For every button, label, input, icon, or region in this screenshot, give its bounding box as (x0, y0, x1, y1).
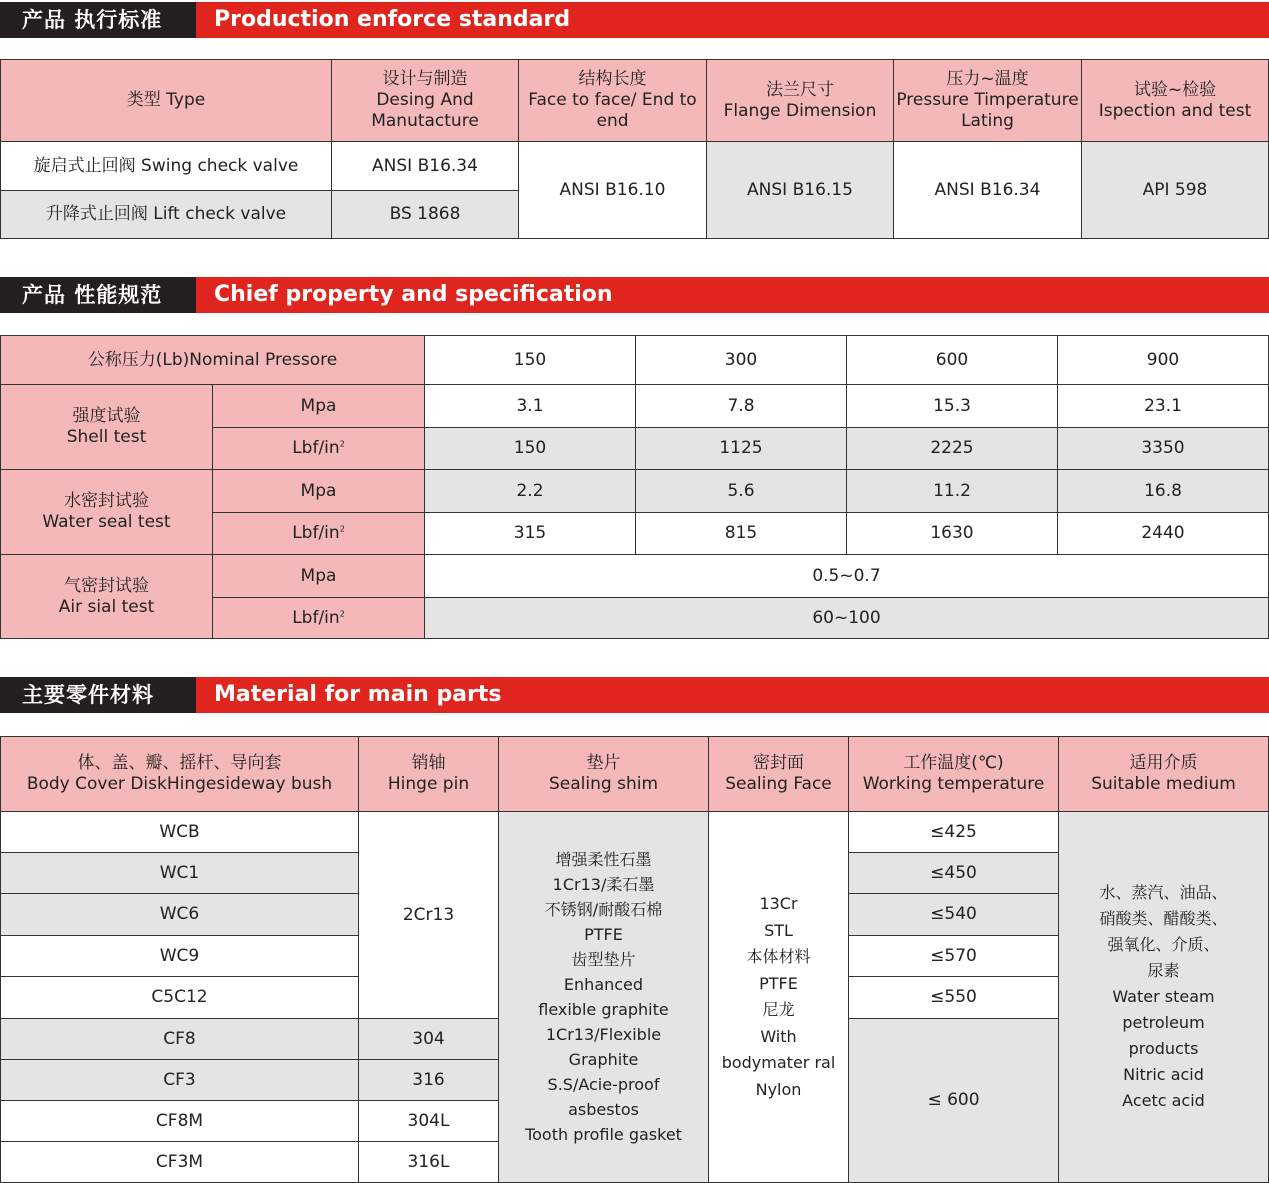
header-pressure-temp: 压力~温度 Pressure Timperature Lating (894, 60, 1082, 142)
unit-mpa: Mpa (213, 385, 425, 428)
header-sealing-face: 密封面 Sealing Face (709, 737, 849, 812)
water-mpa-value: 11.2 (847, 470, 1058, 513)
class-value: 600 (847, 336, 1058, 385)
design-swing: ANSI B16.34 (332, 142, 519, 191)
header-flange: 法兰尺寸 Flange Dimension (707, 60, 894, 142)
shell-lbf-value: 150 (425, 428, 636, 470)
design-lift: BS 1868 (332, 191, 519, 239)
body-material: WC1 (1, 853, 359, 894)
body-material: CF8 (1, 1019, 359, 1060)
hinge-pin-value: 304L (359, 1101, 499, 1142)
section-title-en: Material for main parts (196, 677, 1269, 713)
flange-value: ANSI B16.15 (707, 142, 894, 239)
section-header-material (0, 677, 1269, 713)
shell-lbf-value: 3350 (1058, 428, 1269, 470)
body-material: WCB (1, 812, 359, 853)
water-mpa-value: 2.2 (425, 470, 636, 513)
section-title-en: Chief property and specification (196, 277, 1269, 313)
unit-mpa: Mpa (213, 555, 425, 598)
body-material: WC9 (1, 936, 359, 977)
body-material: CF3 (1, 1060, 359, 1101)
body-material: C5C12 (1, 977, 359, 1019)
section-header-property (0, 277, 1269, 313)
header-hinge-pin: 销轴 Hinge pin (359, 737, 499, 812)
body-material: CF3M (1, 1142, 359, 1183)
header-working-temp: 工作温度(℃) Working temperature (849, 737, 1059, 812)
air-mpa-value: 0.5~0.7 (425, 555, 1269, 598)
water-mpa-value: 16.8 (1058, 470, 1269, 513)
water-seal-label: 水密封试验 Water seal test (1, 470, 213, 555)
class-value: 300 (636, 336, 847, 385)
property-table (0, 335, 1269, 639)
header-sealing-shim: 垫片 Sealing shim (499, 737, 709, 812)
temp-value: ≤570 (849, 936, 1059, 977)
shell-mpa-value: 3.1 (425, 385, 636, 428)
class-value: 150 (425, 336, 636, 385)
shell-lbf-value: 1125 (636, 428, 847, 470)
water-mpa-value: 5.6 (636, 470, 847, 513)
header-type: 类型 Type (1, 60, 332, 142)
body-material: CF8M (1, 1101, 359, 1142)
face-to-face-value: ANSI B16.10 (519, 142, 707, 239)
shell-test-label: 强度试验 Shell test (1, 385, 213, 470)
water-lbf-value: 2440 (1058, 513, 1269, 555)
hinge-pin-value: 316 (359, 1060, 499, 1101)
hinge-pin-value: 304 (359, 1019, 499, 1060)
unit-lbf: Lbf/$in^2$ (213, 513, 425, 555)
temp-value: ≤550 (849, 977, 1059, 1019)
temp-value: ≤450 (849, 853, 1059, 894)
hinge-pin-shared: 2Cr13 (359, 812, 499, 1019)
sealing-shim-list: 增强柔性石墨 1Cr13/柔石墨 不锈钢/耐酸石棉 PTFE 齿型垫片 Enhanced flexible graphite 1Cr13/Flexible Graphite S.S/Acie-proof asbestos Tooth profile gasket (499, 812, 709, 1183)
hinge-pin-value: 316L (359, 1142, 499, 1183)
type-swing: 旋启式止回阀 Swing check valve (1, 142, 332, 191)
shell-mpa-value: 23.1 (1058, 385, 1269, 428)
shell-mpa-value: 7.8 (636, 385, 847, 428)
water-lbf-value: 815 (636, 513, 847, 555)
nominal-pressure-label: 公称压力(Lb)Nominal Pressore (1, 336, 425, 385)
shell-mpa-value: 15.3 (847, 385, 1058, 428)
section-title-zh: 主要零件材料 (0, 677, 196, 713)
water-lbf-value: 315 (425, 513, 636, 555)
shell-lbf-value: 2225 (847, 428, 1058, 470)
temp-stainless: ≤ 600 (849, 1019, 1059, 1183)
temp-value: ≤540 (849, 894, 1059, 936)
medium-list: 水、蒸汽、油品、 硝酸类、醋酸类、 强氧化、介质、 尿素 Water steam petroleum products Nitric acid Acetc acid (1059, 812, 1269, 1183)
body-material: WC6 (1, 894, 359, 936)
class-value: 900 (1058, 336, 1269, 385)
header-design: 设计与制造 Desing And Manutacture (332, 60, 519, 142)
material-table (0, 736, 1269, 1183)
type-lift: 升降式止回阀 Lift check valve (1, 191, 332, 239)
unit-mpa: Mpa (213, 470, 425, 513)
section-header-standard (0, 2, 1269, 38)
unit-lbf: Lbf/$in^2$ (213, 428, 425, 470)
header-body: 体、盖、瓣、摇杆、导向套 Body Cover DiskHingesideway bush (1, 737, 359, 812)
inspection-value: API 598 (1082, 142, 1269, 239)
section-title-en: Production enforce standard (196, 2, 1269, 38)
header-face-to-face: 结构长度 Face to face/ End to end (519, 60, 707, 142)
standard-table (0, 59, 1269, 239)
water-lbf-value: 1630 (847, 513, 1058, 555)
section-title-zh: 产品 执行标准 (0, 2, 196, 38)
header-medium: 适用介质 Suitable medium (1059, 737, 1269, 812)
section-title-zh: 产品 性能规范 (0, 277, 196, 313)
unit-lbf: Lbf/$in^2$ (213, 598, 425, 639)
pressure-temp-value: ANSI B16.34 (894, 142, 1082, 239)
air-lbf-value: 60~100 (425, 598, 1269, 639)
sealing-face-list: 13Cr STL 本体材料 PTFE 尼龙 With bodymater ral Nylon (709, 812, 849, 1183)
air-seal-label: 气密封试验 Air sial test (1, 555, 213, 639)
temp-value: ≤425 (849, 812, 1059, 853)
header-inspection: 试验~检验 Ispection and test (1082, 60, 1269, 142)
